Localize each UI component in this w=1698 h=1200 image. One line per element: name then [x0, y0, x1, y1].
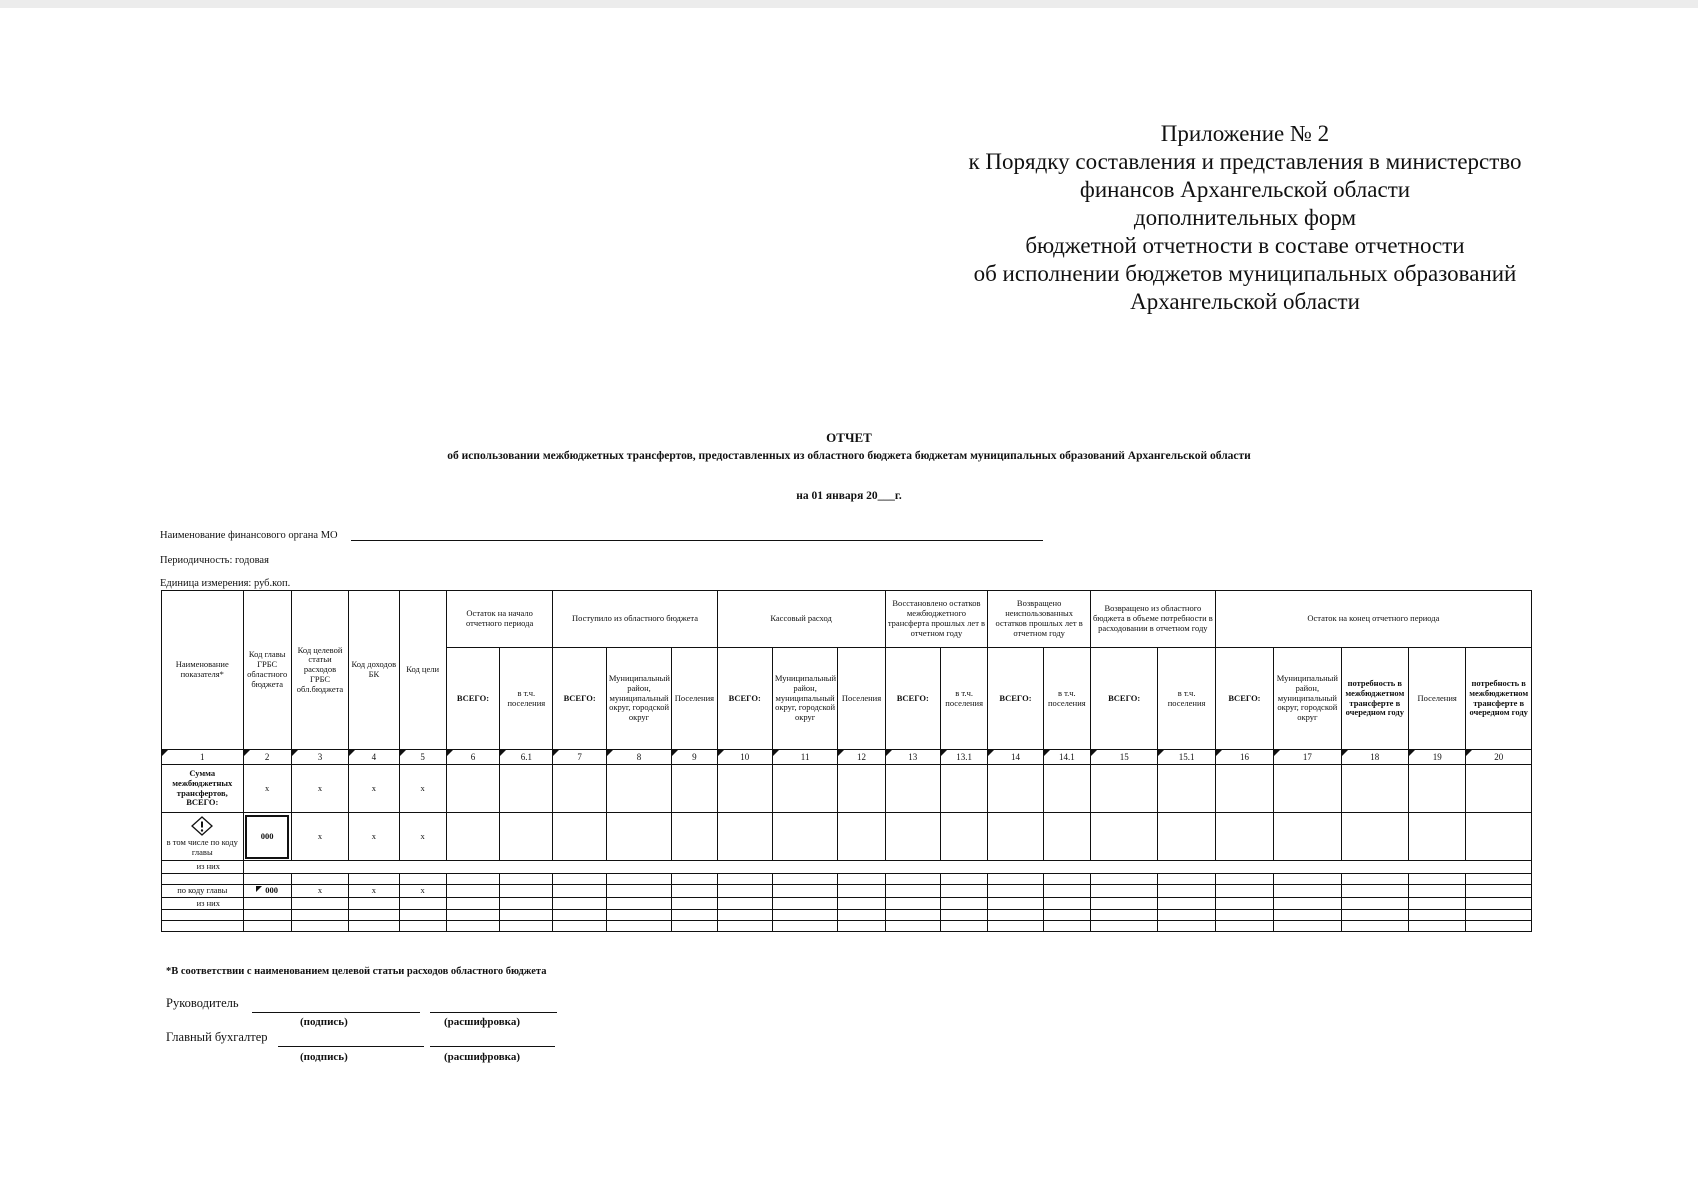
column-number: 6 — [446, 750, 499, 765]
column-number: 12 — [838, 750, 885, 765]
column-number: 14 — [988, 750, 1043, 765]
value-cell[interactable] — [446, 813, 499, 861]
x-mark: x — [399, 765, 446, 813]
value-cell[interactable] — [606, 813, 671, 861]
header-received: Поступило из областного бюджета — [553, 591, 717, 648]
column-number: 11 — [772, 750, 837, 765]
column-number: 8 — [606, 750, 671, 765]
accountant-decoding-line[interactable] — [430, 1046, 555, 1047]
header-returned-need: Возвращено из областного бюджета в объеме потребности в расходовании в отчетном году — [1090, 591, 1215, 648]
value-cell[interactable] — [1090, 813, 1157, 861]
scan-top-edge — [0, 0, 1698, 8]
value-cell[interactable] — [1274, 765, 1341, 813]
value-cell[interactable] — [672, 765, 717, 813]
subheader-total: ВСЕГО: — [1215, 648, 1273, 750]
org-name-label: Наименование финансового органа МО — [160, 530, 338, 541]
table-row-blank — [162, 921, 1532, 932]
value-cell[interactable] — [500, 813, 553, 861]
row-label-of-them: из них — [162, 861, 244, 874]
value-cell[interactable] — [1466, 765, 1532, 813]
value-cell[interactable] — [717, 765, 772, 813]
table-row-blank — [162, 910, 1532, 921]
column-number: 13.1 — [940, 750, 987, 765]
value-cell[interactable] — [1409, 765, 1466, 813]
value-cell[interactable] — [838, 765, 885, 813]
unit-label: Единица измерения: руб.коп. — [160, 578, 291, 589]
column-number: 3 — [291, 750, 348, 765]
column-number: 13 — [885, 750, 940, 765]
value-cell[interactable] — [672, 813, 717, 861]
subheader-total: ВСЕГО: — [717, 648, 772, 750]
table-row-total — [162, 765, 1532, 813]
value-cell[interactable] — [1409, 813, 1466, 861]
column-number: 9 — [672, 750, 717, 765]
column-number: 10 — [717, 750, 772, 765]
header-name: Наименование показателя* — [162, 591, 244, 750]
header-grbs-code: Код главы ГРБС областного бюджета — [243, 591, 291, 750]
value-cell[interactable] — [606, 765, 671, 813]
x-mark: x — [399, 813, 446, 861]
annex-line: Архангельской области — [1130, 289, 1360, 314]
column-number-row — [162, 750, 1532, 765]
column-number: 4 — [349, 750, 399, 765]
header-cash-expense: Кассовый расход — [717, 591, 885, 648]
subheader-incl-settlements: в т.ч. поселения — [500, 648, 553, 750]
subheader-municipal: Муниципальный район, муниципальный округ, городской округ — [1274, 648, 1341, 750]
report-title: ОТЧЕТ — [826, 430, 872, 445]
subheader-total: ВСЕГО: — [1090, 648, 1157, 750]
table-row-by-grbs — [162, 813, 1532, 861]
column-number: 14.1 — [1043, 750, 1090, 765]
value-cell[interactable] — [940, 765, 987, 813]
value-cell[interactable] — [988, 813, 1043, 861]
row-label-of-them: из них — [162, 897, 244, 910]
subheader-incl-settlements: в т.ч. поселения — [1043, 648, 1090, 750]
header-start-balance: Остаток на начало отчетного периода — [446, 591, 553, 648]
column-number: 6.1 — [500, 750, 553, 765]
decoding-hint: (расшифровка) — [444, 1051, 521, 1063]
table-row-by-code — [162, 884, 1532, 897]
value-cell[interactable] — [1215, 813, 1273, 861]
x-mark: x — [291, 813, 348, 861]
table-row-of-them — [162, 897, 1532, 910]
value-cell[interactable] — [446, 765, 499, 813]
annex-line: Приложение № 2 — [1160, 121, 1330, 146]
x-mark: x — [291, 884, 348, 897]
x-mark: x — [243, 765, 291, 813]
value-cell[interactable] — [885, 813, 940, 861]
header-target-article: Код целевой статьи расходов ГРБС обл.бюджета — [291, 591, 348, 750]
header-end-balance: Остаток на конец отчетного периода — [1215, 591, 1531, 648]
report-table — [161, 590, 1532, 932]
grbs-code-cell[interactable]: 000 — [243, 813, 291, 861]
value-cell[interactable] — [772, 813, 837, 861]
column-number: 19 — [1409, 750, 1466, 765]
subheader-municipal: Муниципальный район, муниципальный округ, городской округ — [772, 648, 837, 750]
subheader-need-next-year: потребность в межбюджетном трансферте в очередном году — [1341, 648, 1408, 750]
signature-hint: (подпись) — [300, 1051, 348, 1063]
merged-cell — [243, 861, 1531, 874]
subheader-incl-settlements: в т.ч. поселения — [1158, 648, 1215, 750]
header-restored: Восстановлено остатков межбюджетного трансферта прошлых лет в отчетном году — [885, 591, 988, 648]
subheader-total: ВСЕГО: — [553, 648, 606, 750]
value-cell[interactable] — [1043, 813, 1090, 861]
x-mark: x — [399, 884, 446, 897]
annex-heading — [900, 120, 1590, 316]
value-cell[interactable] — [553, 765, 606, 813]
report-date: на 01 января 20___г. — [796, 490, 902, 502]
value-cell[interactable] — [885, 765, 940, 813]
subheader-incl-settlements: в т.ч. поселения — [940, 648, 987, 750]
annex-line: к Порядку составления и представления в министерство — [968, 149, 1522, 174]
x-mark: x — [349, 765, 399, 813]
column-number: 18 — [1341, 750, 1408, 765]
row-label-incl: в том числе по коду главы — [162, 813, 244, 861]
subheader-settlements: Поселения — [1409, 648, 1466, 750]
header-income-code: Код доходов БК — [349, 591, 399, 750]
column-number: 16 — [1215, 750, 1273, 765]
value-cell[interactable] — [1341, 765, 1408, 813]
table-row-blank — [162, 873, 1532, 884]
value-cell[interactable] — [1274, 813, 1341, 861]
column-number: 1 — [162, 750, 244, 765]
header-returned: Возвращено неиспользованных остатков прошлых лет в отчетном году — [988, 591, 1091, 648]
footnote: *В соответствии с наименованием целевой статьи расходов областного бюджета — [166, 966, 547, 977]
head-signature-line[interactable] — [252, 1012, 420, 1013]
value-cell[interactable] — [940, 813, 987, 861]
value-cell[interactable] — [1090, 765, 1157, 813]
annex-line: бюджетной отчетности в составе отчетности — [1025, 233, 1465, 258]
x-mark: x — [349, 813, 399, 861]
column-number: 5 — [399, 750, 446, 765]
column-number: 20 — [1466, 750, 1532, 765]
subheader-settlements: Поселения — [838, 648, 885, 750]
header-goal-code: Код цели — [399, 591, 446, 750]
column-number: 7 — [553, 750, 606, 765]
annex-line: дополнительных форм — [1133, 205, 1357, 230]
value-cell[interactable] — [838, 813, 885, 861]
accountant-signature-line[interactable] — [278, 1046, 424, 1047]
subheader-total: ВСЕГО: — [446, 648, 499, 750]
report-subtitle: об использовании межбюджетных трансфертов, предоставленных из областного бюджета бюджетам муниципальных образований Архангельской области — [447, 450, 1251, 462]
value-cell[interactable] — [1215, 765, 1273, 813]
value-cell[interactable] — [988, 765, 1043, 813]
value-cell[interactable] — [1043, 765, 1090, 813]
column-number: 15.1 — [1158, 750, 1215, 765]
x-mark: x — [291, 765, 348, 813]
x-mark: x — [349, 884, 399, 897]
value-cell[interactable] — [553, 813, 606, 861]
annex-line: об исполнении бюджетов муниципальных образований — [973, 261, 1517, 286]
warning-icon — [191, 816, 213, 836]
value-cell[interactable] — [717, 813, 772, 861]
grbs-code-cell[interactable]: 000 — [243, 884, 291, 897]
column-number: 2 — [243, 750, 291, 765]
value-cell[interactable] — [1341, 813, 1408, 861]
org-name-field[interactable] — [351, 540, 1043, 541]
periodicity-label: Периодичность: годовая — [160, 555, 269, 566]
signature-hint: (подпись) — [300, 1016, 348, 1028]
decoding-hint: (расшифровка) — [444, 1016, 521, 1028]
value-cell[interactable] — [772, 765, 837, 813]
value-cell[interactable] — [500, 765, 553, 813]
value-cell[interactable] — [1466, 813, 1532, 861]
subheader-municipal: Муниципальный район, муниципальный округ, городской округ — [606, 648, 671, 750]
row-label-by-code: по коду главы — [162, 884, 244, 897]
column-number: 17 — [1274, 750, 1341, 765]
table-row-of-them — [162, 861, 1532, 874]
column-number: 15 — [1090, 750, 1157, 765]
head-decoding-line[interactable] — [430, 1012, 557, 1013]
subheader-total: ВСЕГО: — [988, 648, 1043, 750]
subheader-total: ВСЕГО: — [885, 648, 940, 750]
value-cell[interactable] — [1158, 813, 1215, 861]
head-label: Руководитель — [166, 996, 239, 1010]
value-cell[interactable] — [1158, 765, 1215, 813]
subheader-settlements: Поселения — [672, 648, 717, 750]
subheader-need-next-year: потребность в межбюджетном трансферте в очередном году — [1466, 648, 1532, 750]
annex-line: финансов Архангельской области — [1079, 177, 1411, 202]
chief-accountant-label: Главный бухгалтер — [166, 1030, 268, 1044]
row-label-total: Сумма межбюджетных трансфертов, ВСЕГО: — [162, 765, 244, 813]
